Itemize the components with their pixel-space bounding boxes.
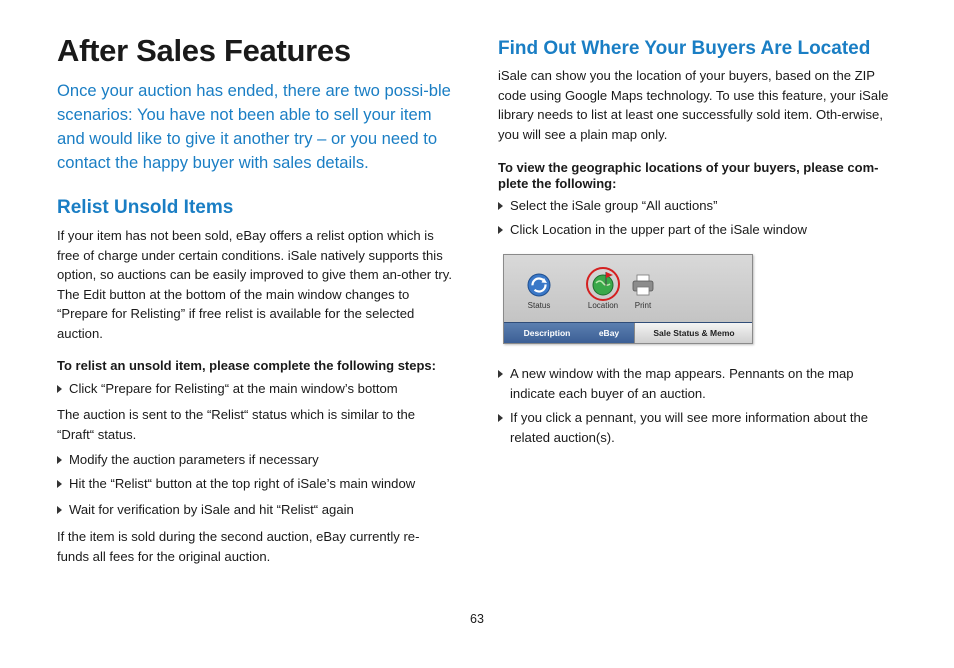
bullet-triangle-icon [57,385,62,393]
tab-sale-status-memo[interactable]: Sale Status & Memo [634,323,753,343]
list-item [498,220,902,240]
list-item-text: If you click a pennant, you will see more information about the related auction(s). [510,410,869,445]
list-item-text: Wait for verification by iSale and hit “Relist“ again [69,502,354,517]
page-title: After Sales Features [57,33,351,68]
list-item [498,408,902,447]
bullet-triangle-icon [57,506,62,514]
tab-ebay[interactable]: eBay [598,328,620,338]
status-toolbar-button[interactable] [514,269,564,315]
printer-icon [630,272,656,298]
globe-pennant-icon [584,264,622,302]
location-label: Location [587,301,619,310]
page-number: 63 [470,612,484,626]
bullet-triangle-icon [498,202,503,210]
relist-status-note: The auction is sent to the “Relist“ status which is similar to the “Draft“ status. [57,407,416,442]
relist-heading: Relist Unsold Items [57,197,234,218]
print-toolbar-button[interactable] [618,269,668,315]
list-item-text: A new window with the map appears. Pennants on the map indicate each buyer of an auction. [510,366,854,401]
list-item-text: Click Location in the upper part of the iSale window [510,222,807,237]
relist-steps-heading: To relist an unsold item, please complete the following steps: [57,358,436,373]
list-item [498,196,902,216]
intro-lead: Once your auction has ended, there are two possi-ble scenarios: You have not been able to sell your item and would like to give it another try – or you need to contact the happy buyer with sales details. [57,81,451,172]
bullet-triangle-icon [498,370,503,378]
location-intro: iSale can show you the location of your buyers, based on the ZIP code using Google Maps technology. To use this feature, your iSale library needs to list at least one successfully sold item. Oth-erwise, you will see a plain map only. [498,68,889,142]
list-item [57,474,459,494]
list-item [498,364,902,403]
bullet-triangle-icon [498,414,503,422]
relist-refund-note: If the item is sold during the second auction, eBay currently re-funds all fees for the original auction. [57,529,420,564]
list-item [57,500,459,520]
bullet-triangle-icon [57,456,62,464]
status-label: Status [527,301,551,310]
tab-bar [504,322,752,343]
location-steps-heading: To view the geographic locations of your buyers, please com-plete the following: [498,160,879,191]
list-item-text: Select the iSale group “All auctions” [510,198,718,213]
bullet-triangle-icon [498,226,503,234]
list-item [57,379,459,399]
refresh-icon [526,272,552,298]
bullet-triangle-icon [57,480,62,488]
list-item-text: Modify the auction parameters if necessary [69,452,319,467]
relist-intro: If your item has not been sold, eBay offers a relist option which is free of charge under certain conditions. iSale natively supports this option, so auctions can be easily improved to give them an-other try. The Edit button at the bottom of the main window changes to “Prepare for Relisting” if free relist is available for the selected auction. [57,228,452,341]
list-item-text: Click “Prepare for Relisting“ at the main window’s bottom [69,381,398,396]
isale-toolbar-screenshot [503,254,753,344]
tab-description[interactable]: Description [523,328,571,338]
list-item-text: Hit the “Relist“ button at the top right of iSale’s main window [69,476,416,491]
print-label: Print [634,301,652,310]
list-item [57,450,459,470]
location-heading: Find Out Where Your Buyers Are Located [498,38,871,59]
